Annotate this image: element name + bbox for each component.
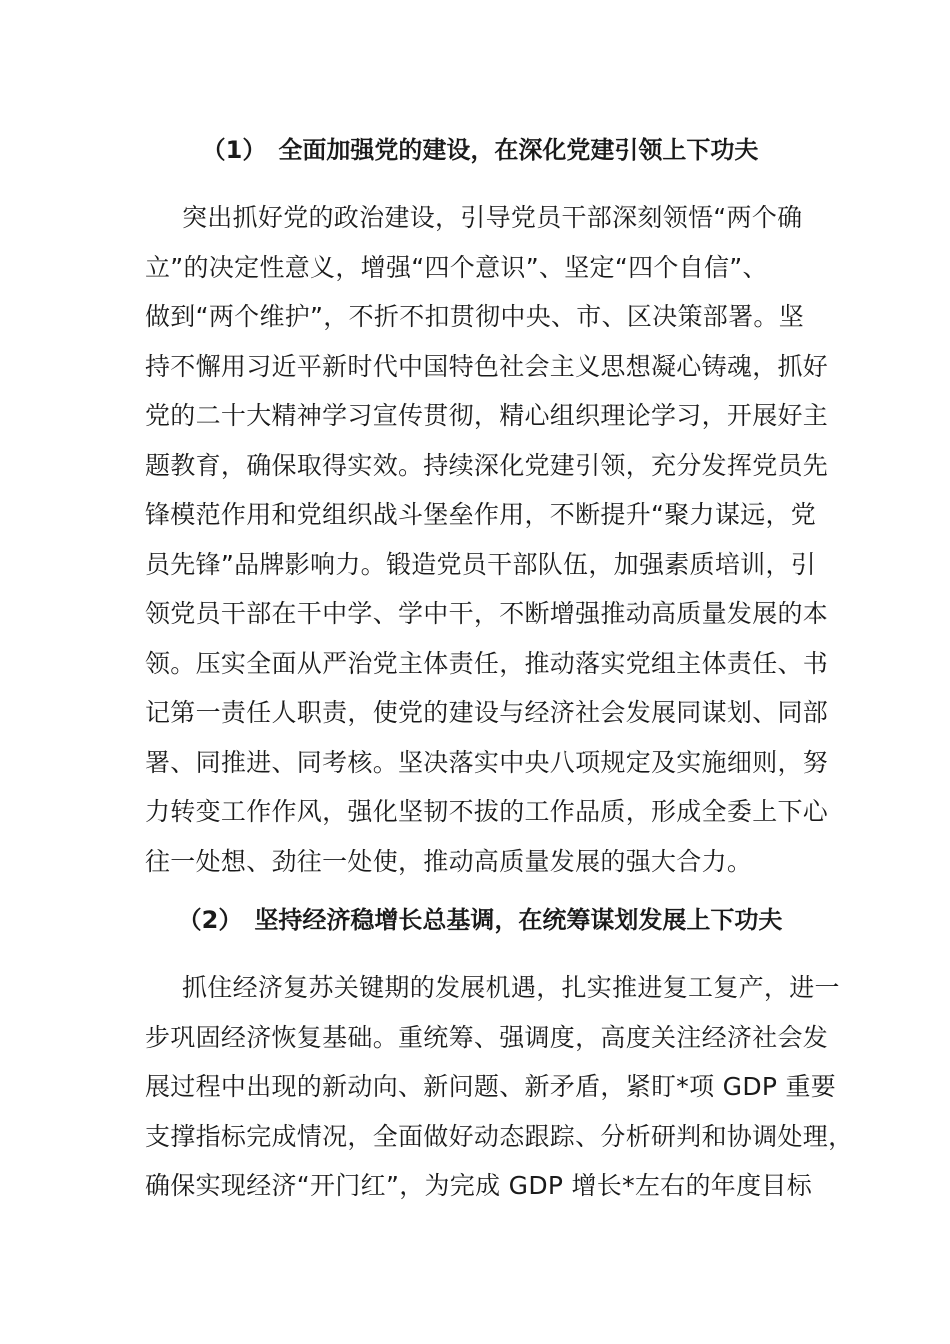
- section-heading-2: [145, 905, 815, 935]
- paragraph-line: 领。压实全面从严治党主体责任，推动落实党组主体责任、书: [145, 648, 829, 678]
- paragraph-line: 确保实现经济“开门红”，为完成 GDP 增长*左右的年度目标: [145, 1171, 812, 1200]
- paragraph-line: 领党员干部在干中学、学中干，不断增强推动高质量发展的本: [145, 599, 829, 628]
- paragraph-line: 抓住经济复苏关键期的发展机遇，扎实推进复工复产，进一: [182, 973, 840, 1002]
- paragraph-line: 署、同推进、同考核。坚决落实中央八项规定及实施细则，努: [145, 747, 829, 777]
- paragraph-line: 持不懈用习近平新时代中国特色社会主义思想凝心铸魂，抓好: [145, 351, 829, 381]
- section-heading-1: [145, 135, 815, 165]
- paragraph-line: 立”的决定性意义，增强“四个意识”、坚定“四个自信”、: [145, 252, 768, 282]
- paragraph-line: 步巩固经济恢复基础。重统筹、强调度，高度关注经济社会发: [145, 1022, 829, 1052]
- paragraph-line: 做到“两个维护”，不折不扣贯彻中央、市、区决策部署。坚: [145, 302, 805, 331]
- section-title-1: 全面加强党的建设，在深化党建引领上下功夫: [278, 136, 759, 164]
- section-number-2: （2）: [177, 906, 243, 934]
- paragraph-line: 党的二十大精神学习宣传贯彻，精心组织理论学习，开展好主: [145, 401, 829, 430]
- paragraph-line: 员先锋”品牌影响力。锻造党员干部队伍，加强素质培训，引: [145, 549, 817, 579]
- paragraph-line: 锋模范作用和党组织战斗堡垒作用，不断提升“聚力谋远，党: [145, 500, 817, 529]
- paragraph-line: 支撑指标完成情况，全面做好动态跟踪、分析研判和协调处理，: [145, 1121, 854, 1151]
- paragraph-line: 力转变工作作风，强化坚韧不拔的工作品质，形成全委上下心: [145, 797, 829, 826]
- section-paragraph-2: [145, 963, 854, 1211]
- section-title-2: 坚持经济稳增长总基调，在统筹谋划发展上下功夫: [254, 906, 783, 934]
- section-number-1: （1）: [201, 136, 267, 164]
- paragraph-line: 记第一责任人职责，使党的建设与经济社会发展同谋划、同部: [145, 698, 829, 727]
- paragraph-line: 展过程中出现的新动向、新问题、新矛盾，紧盯*项 GDP 重要: [145, 1072, 837, 1101]
- paragraph-line: 题教育，确保取得实效。持续深化党建引领，充分发挥党员先: [145, 450, 829, 480]
- paragraph-line: 突出抓好党的政治建设，引导党员干部深刻领悟“两个确: [182, 203, 803, 232]
- paragraph-line: 往一处想、劲往一处使，推动高质量发展的强大合力。: [145, 846, 753, 876]
- section-paragraph-1: [145, 193, 829, 886]
